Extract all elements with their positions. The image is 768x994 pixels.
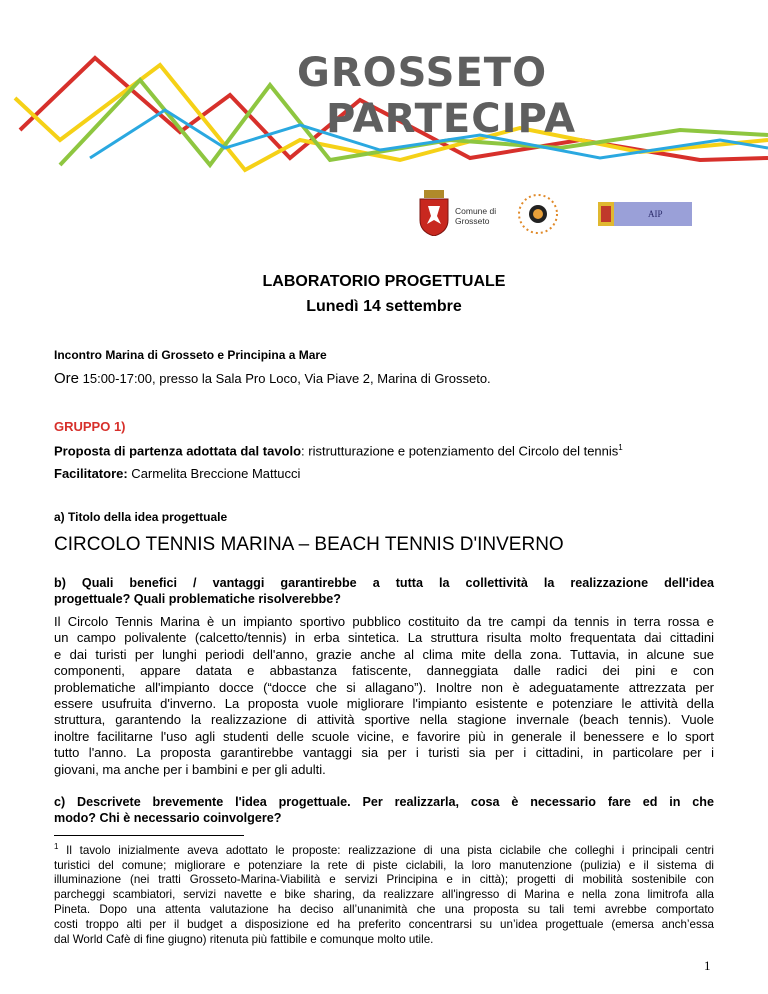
section-c-heading	[54, 794, 714, 826]
section-c-heading-line-2: modo? Chi è necessario coinvolgere?	[54, 811, 282, 825]
group-heading: GRUPPO 1)	[54, 419, 126, 434]
footnote-line: turistici del comune; migliorare e potenziare la rete di piste ciclabili, la loro manutenzione (pulizia) e il sistema di	[54, 858, 714, 872]
footnote-line	[54, 840, 714, 859]
footnote-line-text: Il tavolo inizialmente aveva adottato le proposte: realizzazione di una pista ciclabile che colleghi i principali centri	[58, 843, 714, 857]
section-b-heading-line-1: b) Quali benefici / vantaggi garantirebbe a tutta la collettività la realizzazione dell'idea	[54, 576, 714, 590]
group-facilitator	[54, 466, 300, 481]
logo-line-2: PARTECIPA	[326, 96, 577, 142]
footnote	[54, 840, 714, 947]
footnote-line: parcheggi scambiatori, servizi navette e bike sharing, da realizzare all'ingresso di Marina e nella zona limitrofa alla	[54, 888, 714, 902]
section-b-line: problematiche all'impianto docce (“docce che si allagano”). Inoltre non è adeguatamente attrezzata per	[54, 679, 714, 695]
footnote-number: 1	[54, 842, 59, 851]
page-title: LABORATORIO PROGETTUALE	[262, 273, 506, 290]
section-b-line: essere usufruita d'inverno. La proposta vuole migliorare l'impianto esistente e potenziare le attività della	[54, 696, 714, 712]
proposal-text: : ristrutturazione e potenziamento del Circolo del tennis	[301, 443, 619, 459]
comune-label-line-1: Comune di	[455, 206, 497, 216]
section-b-line: un campo polivalente (calcetto/tennis) in erba sintetica. La struttura risulta molto frequentata dai cittadini	[54, 630, 714, 646]
footnote-line: Pineta. Dopo una attenta valutazione ha deciso all’unanimità che una proposta su tali temi avrebbe comportato	[54, 903, 714, 917]
footnote-ref: 1	[618, 443, 623, 452]
section-c-heading-line-1: c) Descrivete brevemente l'idea progettuale. Per realizzarla, cosa è necessario fare ed in che	[54, 795, 714, 809]
section-b-line: struttura, garantendo la realizzazione di attività sportive nella stagione invernale (beach tennis). Vuole	[54, 712, 714, 728]
comune-label	[455, 206, 496, 226]
meeting-title: Incontro Marina di Grosseto e Principina a Mare	[54, 348, 327, 362]
facilitator-label: Facilitatore:	[54, 466, 128, 481]
project-title: CIRCOLO TENNIS MARINA – BEACH TENNIS D'INVERNO	[54, 534, 564, 555]
comune-crest-icon	[418, 190, 450, 236]
meeting-details-text: 15:00-17:00, presso la Sala Pro Loco, Via Piave 2, Marina di Grosseto.	[79, 371, 491, 386]
page-number: 1	[704, 958, 711, 973]
footnote-line: illuminazione (nei tratti Grosseto-Marina-Viabilità e servizi Principina e in città); progetti di mobilità sostenibile con	[54, 873, 714, 887]
grosseto-partecipa-banner	[0, 40, 768, 200]
meeting-details	[54, 370, 491, 387]
section-b-line: inoltre facilitarne l'uso agli studenti delle scuole vicine, e favorire più in generale il benessere e lo sport	[54, 728, 714, 744]
facilitator-name: Carmelita Breccione Mattucci	[127, 466, 301, 481]
comune-label-line-2: Grosseto	[455, 216, 490, 226]
footnote-separator	[54, 835, 244, 836]
footnote-line: dal World Cafè di fine giugno) ritenuta più fattibile e comunque molto utile.	[54, 932, 434, 946]
proposal-label: Proposta di partenza adottata dal tavolo	[54, 443, 302, 459]
section-b-heading-line-2: progettuale? Quali problematiche risolverebbe?	[54, 592, 341, 606]
partner-rect-logo-icon	[598, 202, 692, 226]
section-b-line: Il Circolo Tennis Marina è un impianto sportivo pubblico costituito da tre campi da tennis in terra rossa e	[54, 614, 714, 629]
logo-line-1: GROSSETO	[297, 50, 548, 96]
svg-text:AIP: AIP	[648, 209, 663, 219]
section-b-body	[54, 614, 714, 778]
section-b-line: componenti, appare datata e abbastanza fatiscente, danneggiata dalle radici dei pini e con	[54, 663, 714, 679]
page-date: Lunedì 14 settembre	[306, 298, 462, 315]
section-b-line: tutto l'anno. La proposta garantirebbe vantaggi sia per i turisti sia per i cittadini, in particolare per i	[54, 745, 714, 761]
footnote-line: costi troppo alti per il budget a disposizione ed ha preferito concentrarsi su un’idea progettuale (emersa anch’essa	[54, 917, 714, 931]
section-b-line: giovani, ma anche per i bambini e per gli adulti.	[54, 761, 326, 777]
partner-circle-logo-icon	[516, 192, 560, 236]
meeting-ore-label: Ore	[54, 370, 80, 387]
section-b-line: e dai turisti per lunghi periodi dell'anno, grazie anche al clima mite della zona. Tuttavia, in alcune sue	[54, 646, 714, 662]
section-b-heading	[54, 575, 714, 607]
group-proposal	[54, 443, 623, 458]
section-a-heading: a) Titolo della idea progettuale	[54, 510, 228, 524]
